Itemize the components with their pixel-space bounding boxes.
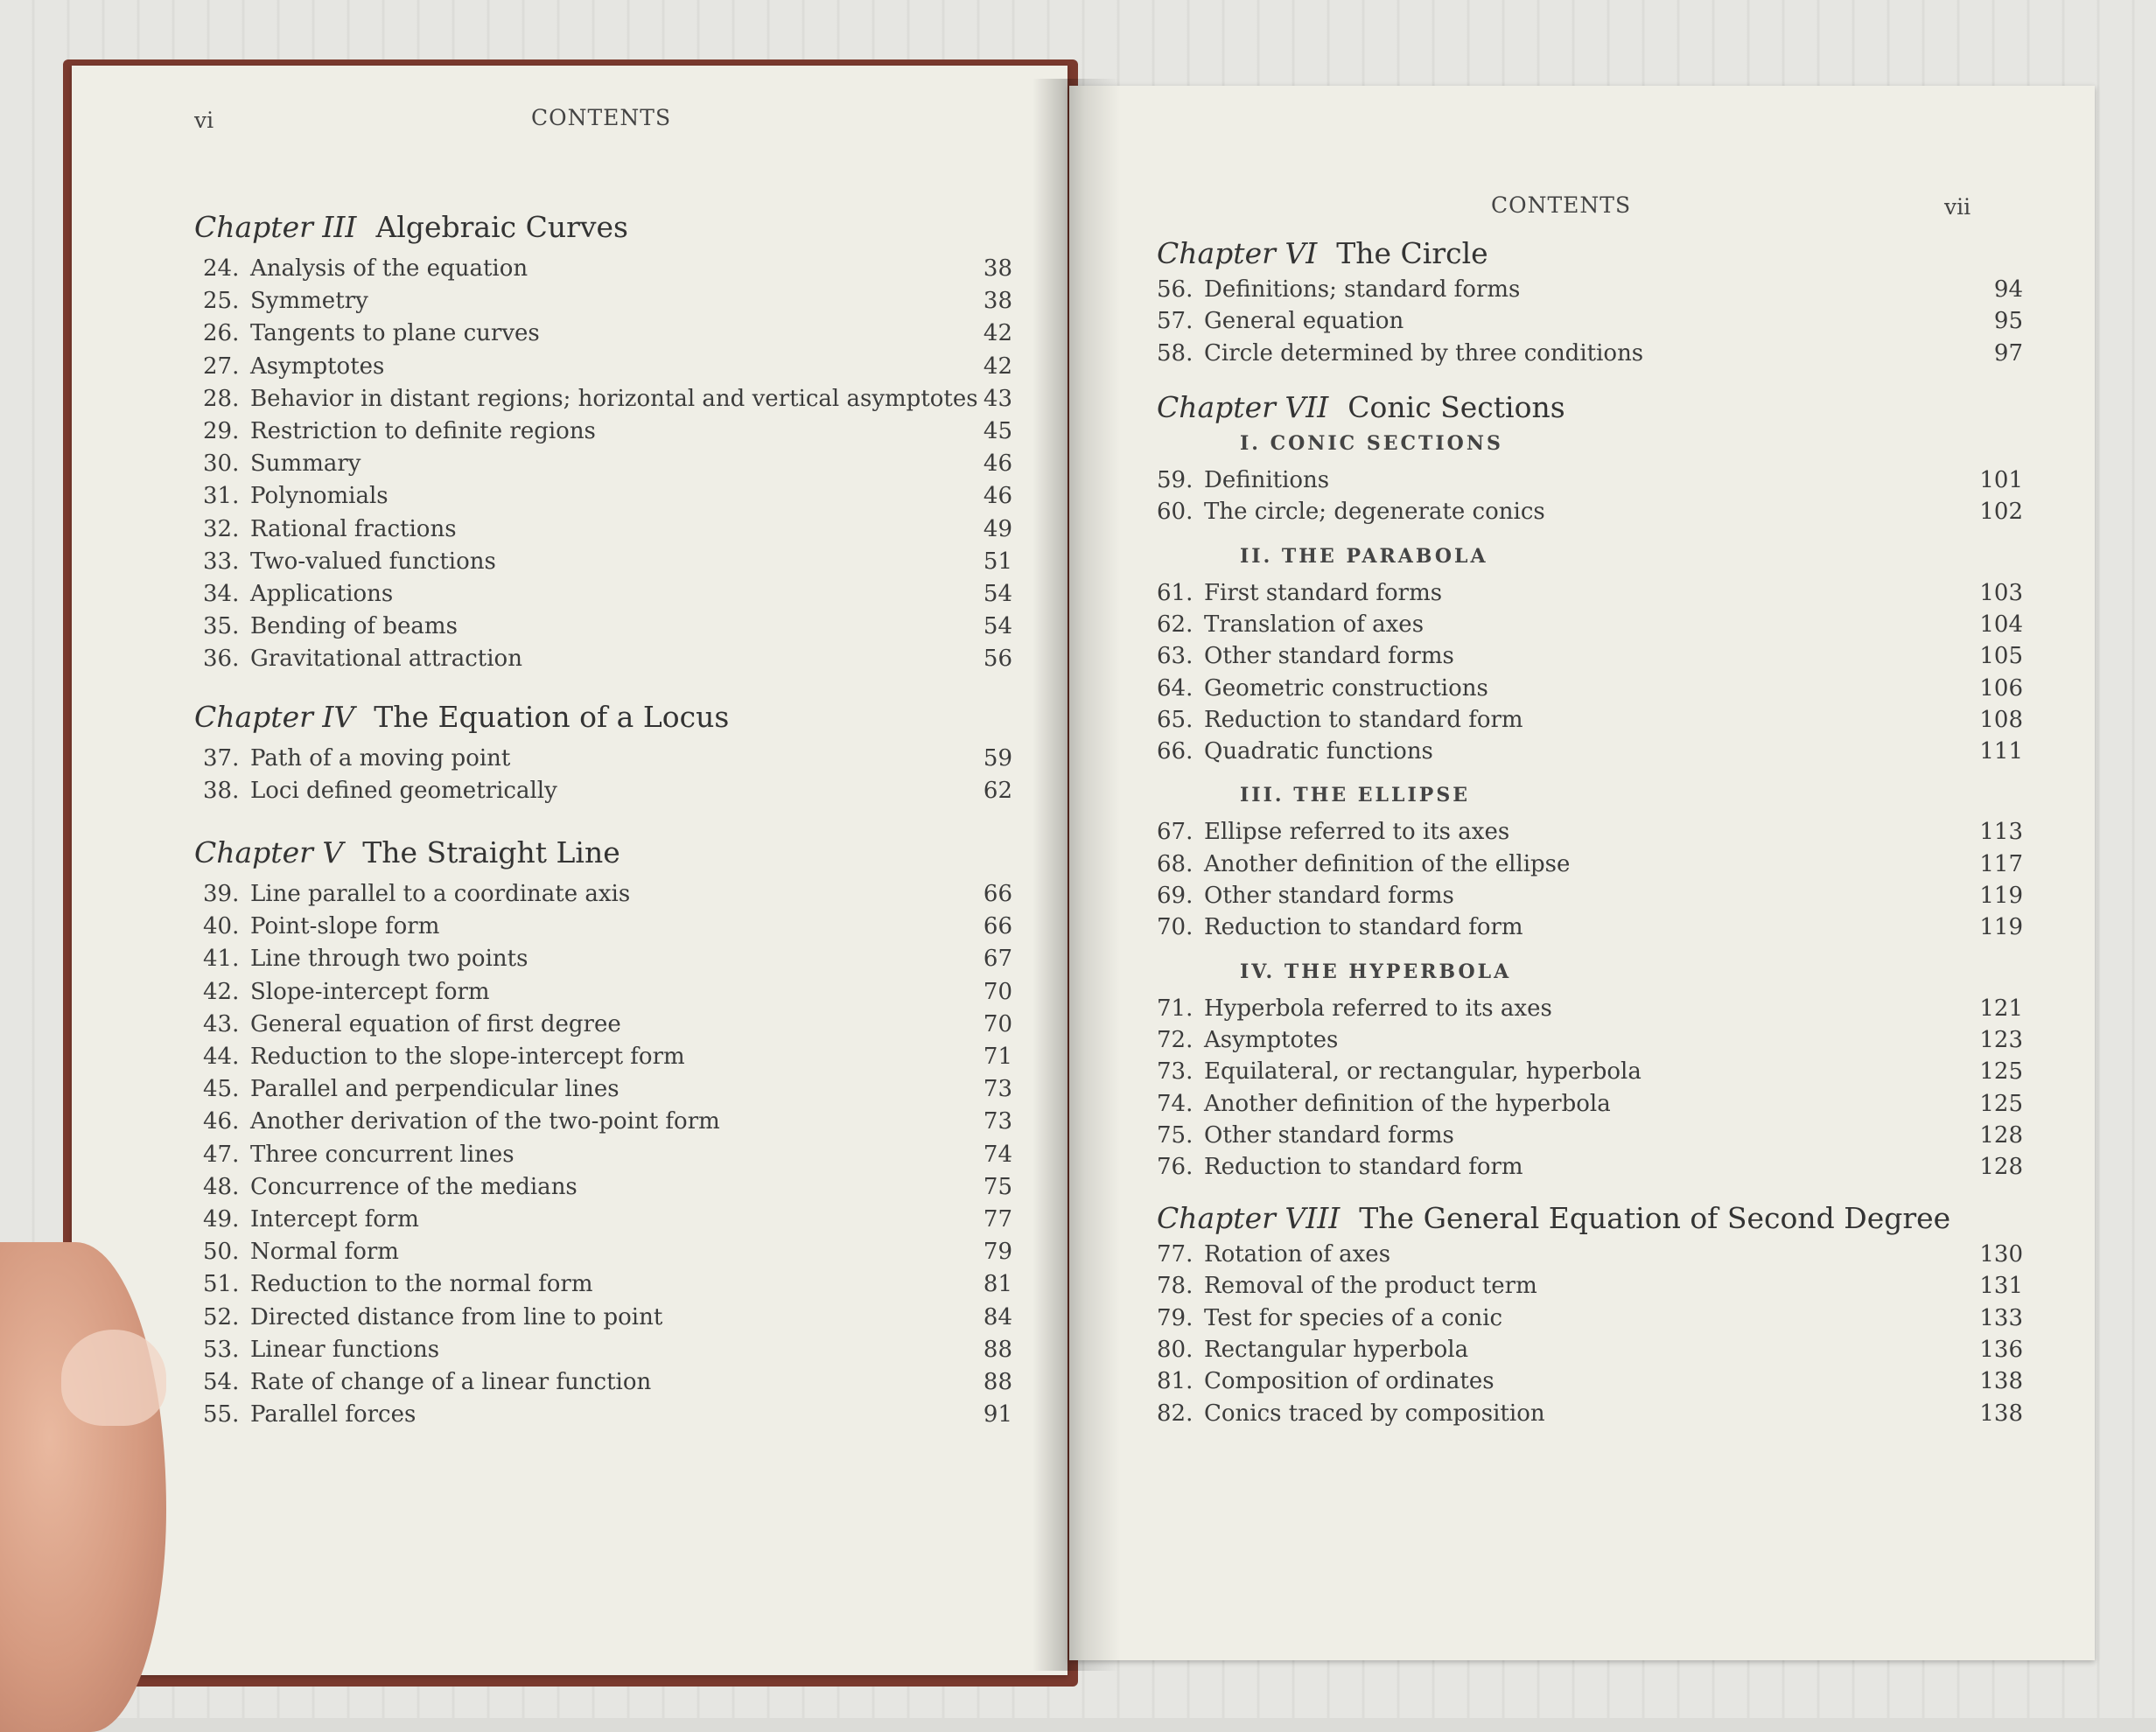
toc-entry xyxy=(203,1108,720,1135)
toc-entry xyxy=(1157,1273,1537,1299)
entry-page-number: 38 xyxy=(983,288,1012,315)
entry-page-number: 104 xyxy=(1979,611,2023,638)
chapter-heading xyxy=(1157,390,1565,424)
toc-entry xyxy=(1157,819,1509,845)
entry-page-number: 106 xyxy=(1979,674,2023,702)
entry-number: 79. xyxy=(1157,1304,1194,1331)
toc-entry xyxy=(1157,995,1552,1022)
entry-number: 72. xyxy=(1157,1026,1194,1053)
entry-page-number: 38 xyxy=(983,255,1012,282)
toc-entry xyxy=(203,613,458,639)
entry-page-number: 88 xyxy=(983,1369,1012,1395)
chapter-heading xyxy=(194,835,620,869)
toc-entry xyxy=(203,881,630,907)
entry-number: 81. xyxy=(1157,1368,1194,1395)
entry-title: Hyperbola referred to its axes xyxy=(1204,995,1552,1022)
entry-title: Loci defined geometrically xyxy=(250,778,557,805)
entry-page-number: 73 xyxy=(983,1076,1012,1103)
entry-title: Behavior in distant regions; horizontal and vertical asymptotes xyxy=(250,385,978,412)
right-running-head: CONTENTS xyxy=(1491,192,1632,218)
toc-entry xyxy=(203,1304,662,1330)
entry-page-number: 128 xyxy=(1979,1154,2023,1181)
entry-page-number: 66 xyxy=(983,881,1012,907)
entry-title: Bending of beams xyxy=(250,613,458,640)
chapter-title: Conic Sections xyxy=(1348,390,1565,424)
entry-page-number: 102 xyxy=(1979,499,2023,526)
left-page-number: vi xyxy=(194,108,214,133)
entry-title: Slope-intercept form xyxy=(250,978,490,1005)
toc-entry xyxy=(1157,643,1454,669)
entry-number: 60. xyxy=(1157,499,1194,526)
entry-title: Directed distance from line to point xyxy=(250,1303,663,1330)
entry-title: Line through two points xyxy=(250,946,528,973)
entry-page-number: 119 xyxy=(1979,914,2023,941)
entry-number: 37. xyxy=(203,745,240,772)
entry-number: 32. xyxy=(203,515,240,542)
entry-title: Reduction to standard form xyxy=(1204,1154,1523,1181)
toc-entry xyxy=(203,1011,621,1037)
entry-number: 61. xyxy=(1157,579,1194,606)
toc-entry xyxy=(1157,580,1442,606)
entry-number: 47. xyxy=(203,1141,240,1168)
entry-number: 80. xyxy=(1157,1336,1194,1363)
entry-number: 59. xyxy=(1157,467,1194,493)
entry-title: Asymptotes xyxy=(1204,1026,1339,1053)
entry-number: 68. xyxy=(1157,850,1194,877)
entry-page-number: 136 xyxy=(1979,1336,2023,1363)
entry-title: Line parallel to a coordinate axis xyxy=(250,881,631,907)
chapter-title: The Straight Line xyxy=(362,835,620,869)
entry-number: 30. xyxy=(203,450,240,478)
right-page xyxy=(1069,86,2095,1660)
entry-title: Composition of ordinates xyxy=(1204,1368,1494,1395)
entry-page-number: 84 xyxy=(983,1303,1012,1330)
entry-number: 74. xyxy=(1157,1090,1194,1117)
entry-page-number: 128 xyxy=(1979,1121,2023,1149)
entry-page-number: 130 xyxy=(1979,1241,2023,1268)
entry-page-number: 91 xyxy=(983,1401,1012,1428)
entry-number: 35. xyxy=(203,613,240,640)
entry-number: 62. xyxy=(1157,611,1194,638)
entry-number: 67. xyxy=(1157,819,1194,846)
entry-number: 58. xyxy=(1157,339,1194,367)
toc-entry xyxy=(203,483,388,509)
toc-entry xyxy=(1157,707,1523,733)
chapter-heading xyxy=(1157,1201,1950,1235)
entry-page-number: 54 xyxy=(983,613,1012,640)
entry-number: 41. xyxy=(203,946,240,973)
entry-number: 40. xyxy=(203,913,240,940)
entry-title: Reduction to the normal form xyxy=(250,1271,593,1298)
entry-title: Removal of the product term xyxy=(1204,1273,1537,1300)
entry-number: 53. xyxy=(203,1336,240,1363)
entry-title: Test for species of a conic xyxy=(1204,1304,1503,1331)
entry-number: 27. xyxy=(203,353,240,380)
toc-entry xyxy=(1157,1122,1454,1149)
entry-title: Intercept form xyxy=(250,1206,419,1233)
entry-page-number: 138 xyxy=(1979,1368,2023,1395)
entry-number: 34. xyxy=(203,581,240,607)
chapter-number: Chapter VII xyxy=(1157,390,1329,424)
entry-page-number: 121 xyxy=(1979,995,2023,1022)
entry-page-number: 125 xyxy=(1979,1090,2023,1117)
entry-page-number: 75 xyxy=(983,1173,1012,1200)
entry-page-number: 133 xyxy=(1979,1304,2023,1331)
toc-entry xyxy=(203,1206,419,1233)
entry-title: Linear functions xyxy=(250,1336,440,1363)
chapter-heading xyxy=(194,700,729,734)
entry-number: 73. xyxy=(1157,1058,1194,1086)
entry-number: 25. xyxy=(203,288,240,315)
entry-page-number: 101 xyxy=(1979,467,2023,493)
entry-title: Quadratic functions xyxy=(1204,738,1433,765)
entry-number: 75. xyxy=(1157,1121,1194,1149)
entry-page-number: 51 xyxy=(983,548,1012,575)
entry-title: Rotation of axes xyxy=(1204,1241,1391,1268)
entry-number: 36. xyxy=(203,646,240,673)
toc-entry xyxy=(1157,467,1329,493)
toc-entry xyxy=(203,548,496,575)
section-heading: IV. THE HYPERBOLA xyxy=(1240,960,1512,983)
entry-title: Conics traced by composition xyxy=(1204,1400,1545,1427)
entry-title: Translation of axes xyxy=(1204,611,1424,638)
chapter-title: Algebraic Curves xyxy=(375,210,628,244)
entry-page-number: 73 xyxy=(983,1108,1012,1135)
entry-title: Definitions xyxy=(1204,467,1330,493)
toc-entry xyxy=(203,1369,651,1395)
entry-number: 24. xyxy=(203,255,240,282)
entry-page-number: 131 xyxy=(1979,1273,2023,1300)
section-heading: III. THE ELLIPSE xyxy=(1240,784,1470,807)
entry-title: Path of a moving point xyxy=(250,745,511,772)
entry-number: 29. xyxy=(203,418,240,444)
toc-entry xyxy=(1157,914,1523,940)
entry-page-number: 42 xyxy=(983,320,1012,347)
chapter-number: Chapter IV xyxy=(194,700,355,734)
toc-entry xyxy=(203,1174,578,1200)
entry-page-number: 81 xyxy=(983,1271,1012,1298)
entry-page-number: 43 xyxy=(983,385,1012,412)
toc-entry xyxy=(203,946,528,972)
toc-entry xyxy=(1157,1154,1523,1180)
toc-entry xyxy=(1157,1400,1545,1427)
entry-title: Equilateral, or rectangular, hyperbola xyxy=(1204,1058,1642,1086)
entry-number: 42. xyxy=(203,978,240,1005)
toc-entry xyxy=(1157,1241,1390,1268)
toc-entry xyxy=(203,646,522,672)
entry-page-number: 70 xyxy=(983,1010,1012,1037)
entry-number: 26. xyxy=(203,320,240,347)
entry-title: Reduction to the slope-intercept form xyxy=(250,1044,685,1070)
entry-page-number: 105 xyxy=(1979,643,2023,670)
toc-entry xyxy=(203,1337,439,1363)
toc-entry xyxy=(203,913,439,939)
entry-page-number: 95 xyxy=(1993,308,2023,335)
entry-title: Restriction to definite regions xyxy=(250,418,596,444)
chapter-number: Chapter V xyxy=(194,835,344,869)
toc-entry xyxy=(1157,276,1520,303)
toc-entry xyxy=(1157,675,1488,702)
entry-number: 31. xyxy=(203,483,240,510)
entry-page-number: 54 xyxy=(983,581,1012,607)
chapter-heading xyxy=(194,210,628,244)
entry-page-number: 42 xyxy=(983,353,1012,380)
entry-number: 56. xyxy=(1157,276,1194,303)
entry-title: Rectangular hyperbola xyxy=(1204,1336,1469,1363)
entry-number: 46. xyxy=(203,1108,240,1135)
entry-number: 66. xyxy=(1157,738,1194,765)
entry-number: 38. xyxy=(203,778,240,805)
toc-entry xyxy=(1157,1027,1338,1053)
entry-title: Another definition of the hyperbola xyxy=(1204,1090,1611,1117)
toc-entry xyxy=(203,1239,399,1265)
toc-entry xyxy=(203,353,384,380)
toc-entry xyxy=(203,778,557,804)
entry-title: Ellipse referred to its axes xyxy=(1204,819,1510,846)
entry-number: 76. xyxy=(1157,1154,1194,1181)
entry-page-number: 108 xyxy=(1979,706,2023,733)
entry-title: Circle determined by three conditions xyxy=(1204,339,1644,367)
entry-title: Other standard forms xyxy=(1204,643,1454,670)
entry-number: 63. xyxy=(1157,643,1194,670)
toc-entry xyxy=(203,516,457,542)
toc-entry xyxy=(1157,499,1545,525)
entry-title: Parallel and perpendicular lines xyxy=(250,1076,620,1103)
entry-page-number: 117 xyxy=(1979,850,2023,877)
entry-page-number: 88 xyxy=(983,1336,1012,1363)
entry-title: Rate of change of a linear function xyxy=(250,1369,652,1395)
entry-title: Another derivation of the two-point form xyxy=(250,1108,720,1135)
entry-title: Other standard forms xyxy=(1204,1121,1454,1149)
thumbnail-nail xyxy=(61,1330,166,1426)
entry-page-number: 138 xyxy=(1979,1400,2023,1427)
toc-entry xyxy=(203,581,393,607)
entry-title: Definitions; standard forms xyxy=(1204,276,1521,303)
entry-title: Symmetry xyxy=(250,288,368,315)
entry-page-number: 74 xyxy=(983,1141,1012,1168)
toc-entry xyxy=(203,320,540,346)
entry-page-number: 94 xyxy=(1993,276,2023,303)
entry-number: 33. xyxy=(203,548,240,575)
entry-page-number: 71 xyxy=(983,1044,1012,1070)
entry-number: 39. xyxy=(203,881,240,907)
entry-title: Two-valued functions xyxy=(250,548,496,575)
toc-entry xyxy=(203,1271,592,1297)
chapter-number: Chapter VIII xyxy=(1157,1201,1340,1235)
toc-entry xyxy=(203,1076,620,1102)
toc-entry xyxy=(1157,1305,1502,1331)
toc-entry xyxy=(1157,308,1404,334)
entry-title: First standard forms xyxy=(1204,579,1443,606)
entry-title: Gravitational attraction xyxy=(250,646,522,673)
entry-number: 49. xyxy=(203,1206,240,1233)
entry-page-number: 62 xyxy=(983,778,1012,805)
entry-number: 50. xyxy=(203,1239,240,1266)
entry-number: 28. xyxy=(203,385,240,412)
entry-page-number: 46 xyxy=(983,450,1012,478)
entry-number: 78. xyxy=(1157,1273,1194,1300)
toc-entry xyxy=(1157,883,1454,909)
toc-entry xyxy=(1157,611,1424,638)
entry-number: 48. xyxy=(203,1173,240,1200)
right-page-number: vii xyxy=(1944,194,1971,220)
chapter-title: The General Equation of Second Degree xyxy=(1359,1201,1951,1235)
entry-page-number: 113 xyxy=(1979,819,2023,846)
toc-entry xyxy=(203,979,490,1005)
toc-entry xyxy=(1157,340,1643,367)
entry-title: General equation of first degree xyxy=(250,1010,621,1037)
toc-entry xyxy=(203,1142,514,1168)
entry-title: Asymptotes xyxy=(250,353,385,380)
toc-entry xyxy=(1157,1058,1642,1085)
entry-number: 82. xyxy=(1157,1400,1194,1427)
entry-title: Other standard forms xyxy=(1204,883,1454,909)
left-page xyxy=(72,66,1068,1675)
section-heading: II. THE PARABOLA xyxy=(1240,544,1488,568)
entry-number: 65. xyxy=(1157,706,1194,733)
left-running-head: CONTENTS xyxy=(531,105,672,130)
entry-title: The circle; degenerate conics xyxy=(1204,499,1545,526)
entry-number: 57. xyxy=(1157,308,1194,335)
entry-number: 64. xyxy=(1157,674,1194,702)
toc-entry xyxy=(1157,1368,1494,1394)
toc-entry xyxy=(203,255,528,282)
entry-page-number: 45 xyxy=(983,418,1012,444)
entry-title: Applications xyxy=(250,581,394,607)
entry-title: Parallel forces xyxy=(250,1401,416,1428)
toc-entry xyxy=(203,386,978,412)
toc-entry xyxy=(203,288,368,314)
entry-page-number: 103 xyxy=(1979,579,2023,606)
entry-number: 55. xyxy=(203,1401,240,1428)
entry-page-number: 97 xyxy=(1993,339,2023,367)
entry-page-number: 111 xyxy=(1979,738,2023,765)
toc-entry xyxy=(203,745,510,772)
toc-entry xyxy=(203,450,360,477)
entry-page-number: 59 xyxy=(983,745,1012,772)
toc-entry xyxy=(203,1044,685,1070)
entry-page-number: 123 xyxy=(1979,1026,2023,1053)
entry-page-number: 79 xyxy=(983,1239,1012,1266)
section-heading: I. CONIC SECTIONS xyxy=(1240,432,1503,455)
chapter-heading xyxy=(1157,236,1488,270)
entry-title: Another definition of the ellipse xyxy=(1204,850,1571,877)
entry-page-number: 125 xyxy=(1979,1058,2023,1086)
entry-page-number: 66 xyxy=(983,913,1012,940)
toc-entry xyxy=(203,418,596,444)
entry-title: Concurrence of the medians xyxy=(250,1173,578,1200)
entry-title: Reduction to standard form xyxy=(1204,914,1523,941)
toc-entry xyxy=(203,1401,416,1428)
entry-number: 43. xyxy=(203,1010,240,1037)
entry-title: Rational fractions xyxy=(250,515,457,542)
chapter-number: Chapter VI xyxy=(1157,236,1318,270)
entry-number: 77. xyxy=(1157,1241,1194,1268)
chapter-title: The Equation of a Locus xyxy=(374,700,730,734)
entry-title: Tangents to plane curves xyxy=(250,320,540,347)
entry-number: 71. xyxy=(1157,995,1194,1022)
entry-number: 70. xyxy=(1157,914,1194,941)
entry-title: General equation xyxy=(1204,308,1404,335)
toc-entry xyxy=(1157,851,1570,877)
entry-title: Three concurrent lines xyxy=(250,1141,514,1168)
entry-title: Polynomials xyxy=(250,483,388,510)
toc-entry xyxy=(1157,1091,1611,1117)
entry-title: Summary xyxy=(250,450,361,478)
toc-entry xyxy=(1157,1337,1468,1363)
entry-title: Normal form xyxy=(250,1239,399,1266)
chapter-number: Chapter III xyxy=(194,210,357,244)
entry-title: Reduction to standard form xyxy=(1204,706,1523,733)
entry-title: Analysis of the equation xyxy=(250,255,528,282)
entry-number: 54. xyxy=(203,1369,240,1395)
entry-page-number: 46 xyxy=(983,483,1012,510)
entry-number: 52. xyxy=(203,1303,240,1330)
entry-page-number: 56 xyxy=(983,646,1012,673)
entry-title: Point-slope form xyxy=(250,913,440,940)
entry-page-number: 67 xyxy=(983,946,1012,973)
entry-number: 44. xyxy=(203,1044,240,1070)
entry-title: Geometric constructions xyxy=(1204,674,1488,702)
entry-number: 45. xyxy=(203,1076,240,1103)
entry-number: 51. xyxy=(203,1271,240,1298)
toc-entry xyxy=(1157,738,1433,765)
entry-page-number: 49 xyxy=(983,515,1012,542)
entry-page-number: 70 xyxy=(983,978,1012,1005)
entry-number: 69. xyxy=(1157,883,1194,909)
entry-page-number: 119 xyxy=(1979,883,2023,909)
chapter-title: The Circle xyxy=(1336,236,1488,270)
entry-page-number: 77 xyxy=(983,1206,1012,1233)
